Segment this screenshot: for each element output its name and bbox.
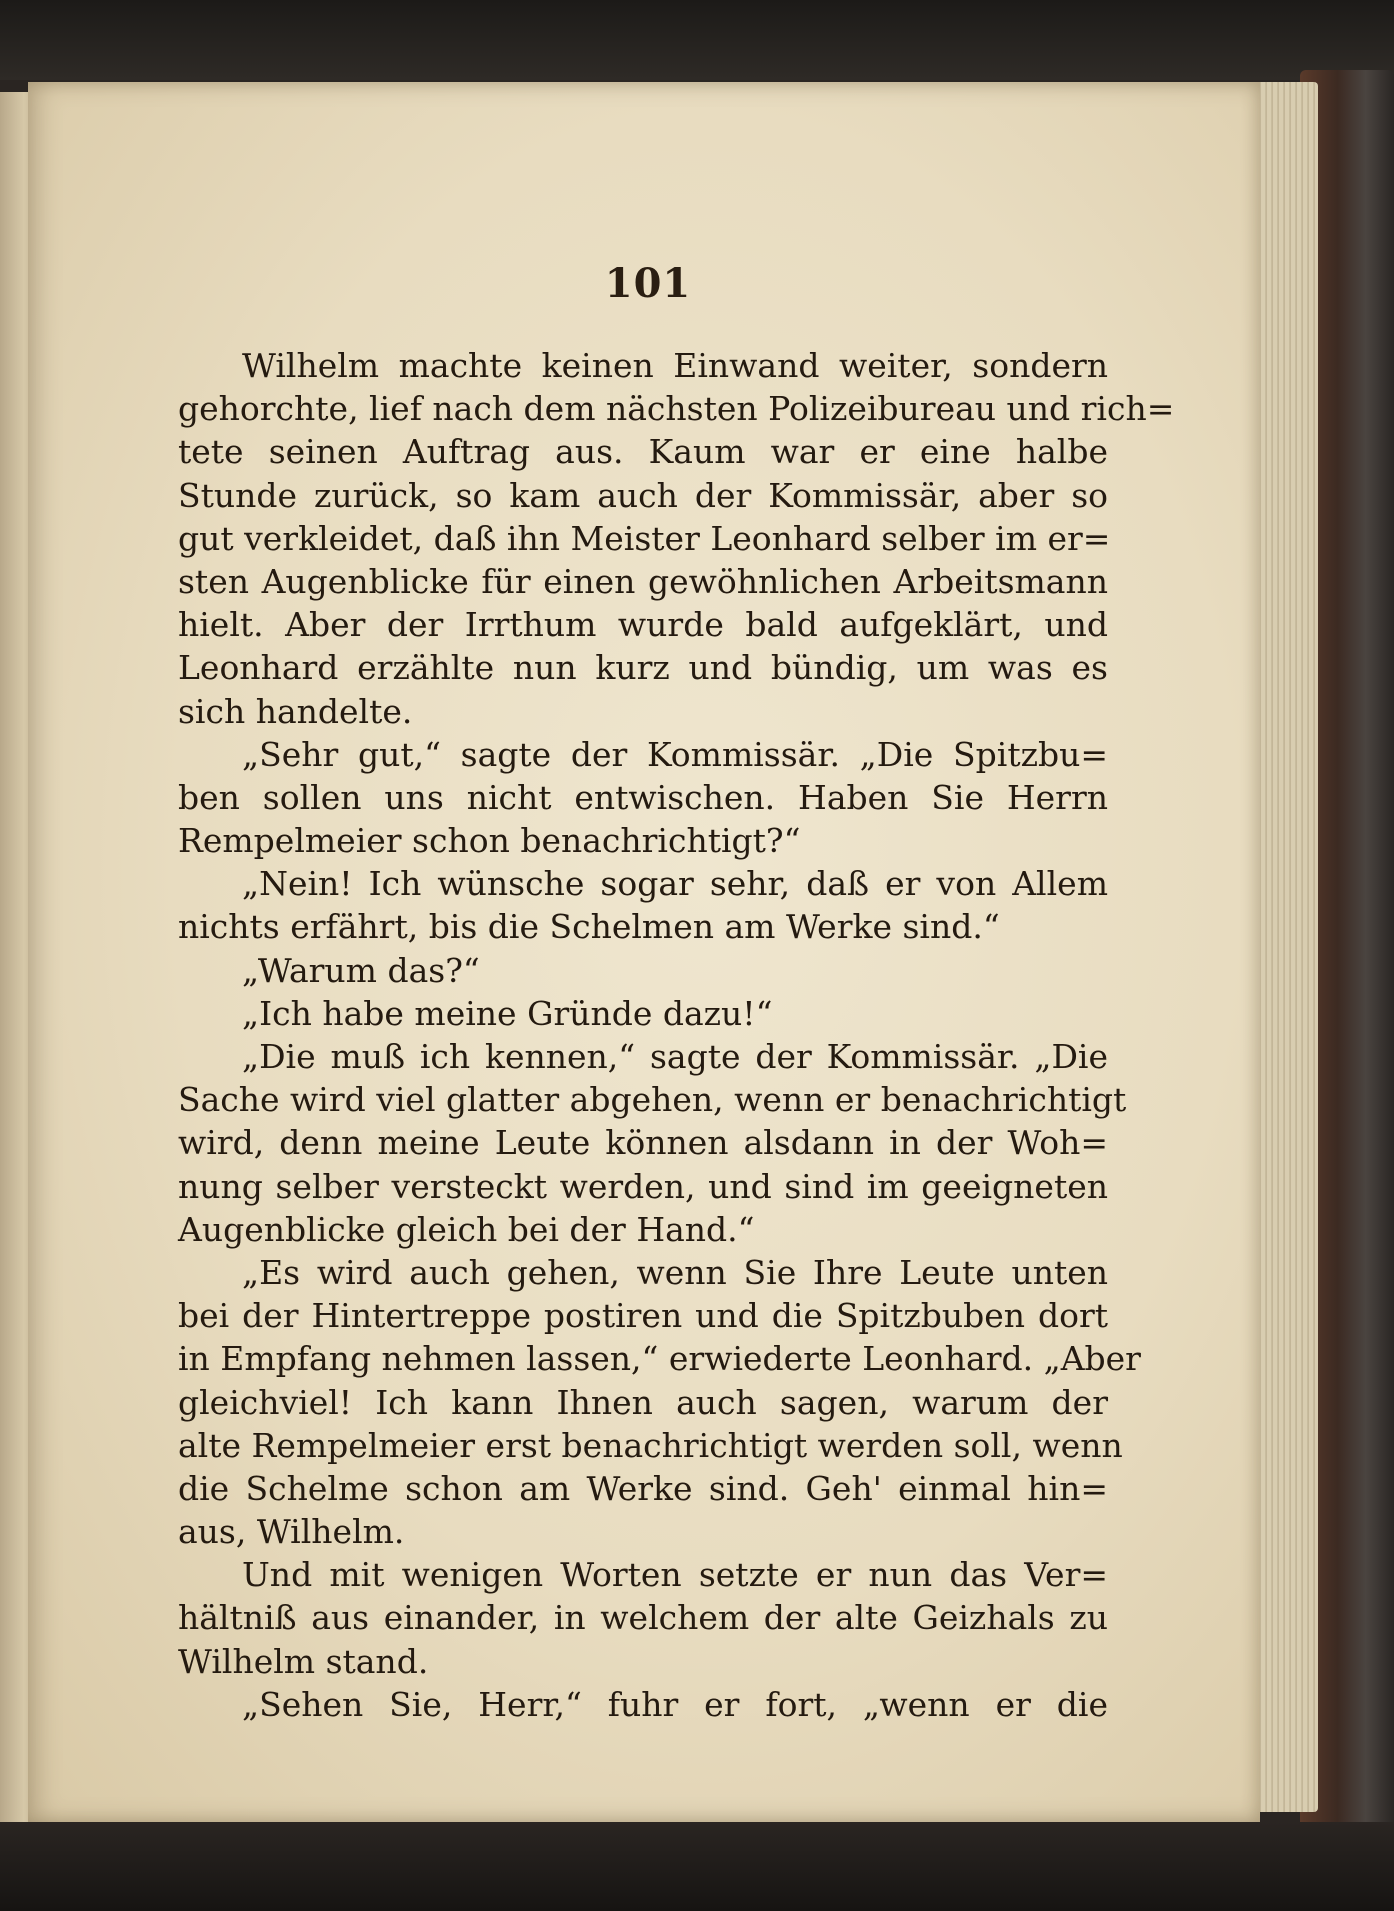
text-line: die Schelme schon am Werke sind. Geh' einmal hin= — [178, 1468, 1108, 1508]
text-line: tete seinen Auftrag aus. Kaum war er eine halbe — [178, 432, 1108, 472]
text-line: bei der Hintertreppe postiren und die Spitzbuben dort — [178, 1296, 1108, 1336]
book-page — [28, 82, 1260, 1822]
text-line: nichts erfährt, bis die Schelmen am Werke sind.“ — [178, 907, 1000, 947]
text-line: Stunde zurück, so kam auch der Kommissär, aber so — [178, 475, 1108, 515]
text-line: sten Augenblicke für einen gewöhnlichen Arbeitsmann — [178, 561, 1108, 601]
text-line: alte Rempelmeier erst benachrichtigt werden soll, wenn — [178, 1425, 1123, 1465]
text-line: Und mit wenigen Worten setzte er nun das Ver= — [242, 1555, 1108, 1595]
text-line: gleichviel! Ich kann Ihnen auch sagen, warum der — [178, 1382, 1108, 1422]
text-line: nung selber versteckt werden, und sind im geeigneten — [178, 1166, 1108, 1206]
text-line: „Ich habe meine Gründe dazu!“ — [242, 993, 773, 1033]
background-top — [0, 0, 1394, 80]
text-line: Wilhelm stand. — [178, 1641, 429, 1681]
text-line: gehorchte, lief nach dem nächsten Polizeibureau und rich= — [178, 389, 1175, 429]
text-line: „Es wird auch gehen, wenn Sie Ihre Leute unten — [242, 1252, 1108, 1292]
text-line: in Empfang nehmen lassen,“ erwiederte Leonhard. „Aber — [178, 1339, 1141, 1379]
text-line: „Sehr gut,“ sagte der Kommissär. „Die Spitzbu= — [242, 734, 1108, 774]
text-line: „Nein! Ich wünsche sogar sehr, daß er von Allem — [242, 864, 1108, 904]
text-line: aus, Wilhelm. — [178, 1512, 405, 1552]
text-line: „Warum das?“ — [242, 950, 480, 990]
text-line: wird, denn meine Leute können alsdann in der Woh= — [178, 1123, 1108, 1163]
text-line: hältniß aus einander, in welchem der alte Geizhals zu — [178, 1598, 1108, 1638]
text-line: „Sehen Sie, Herr,“ fuhr er fort, „wenn er die — [242, 1684, 1108, 1724]
text-line: Rempelmeier schon benachrichtigt?“ — [178, 821, 801, 861]
text-line: Augenblicke gleich bei der Hand.“ — [178, 1209, 755, 1249]
text-line: Sache wird viel glatter abgehen, wenn er benachrichtigt — [178, 1080, 1127, 1120]
text-line: hielt. Aber der Irrthum wurde bald aufgeklärt, und — [178, 605, 1108, 645]
page-number: 101 — [604, 260, 692, 307]
text-line: gut verkleidet, daß ihn Meister Leonhard selber im er= — [178, 518, 1111, 558]
text-line: Wilhelm machte keinen Einwand weiter, sondern — [242, 346, 1108, 385]
page-text — [178, 344, 1175, 1726]
text-line: ben sollen uns nicht entwischen. Haben Sie Herrn — [178, 777, 1108, 817]
text-line: „Die muß ich kennen,“ sagte der Kommissär. „Die — [242, 1037, 1108, 1076]
text-line: sich handelte. — [178, 691, 413, 731]
text-line: Leonhard erzählte nun kurz und bündig, um was es — [178, 648, 1108, 688]
background-bottom — [0, 1822, 1394, 1911]
